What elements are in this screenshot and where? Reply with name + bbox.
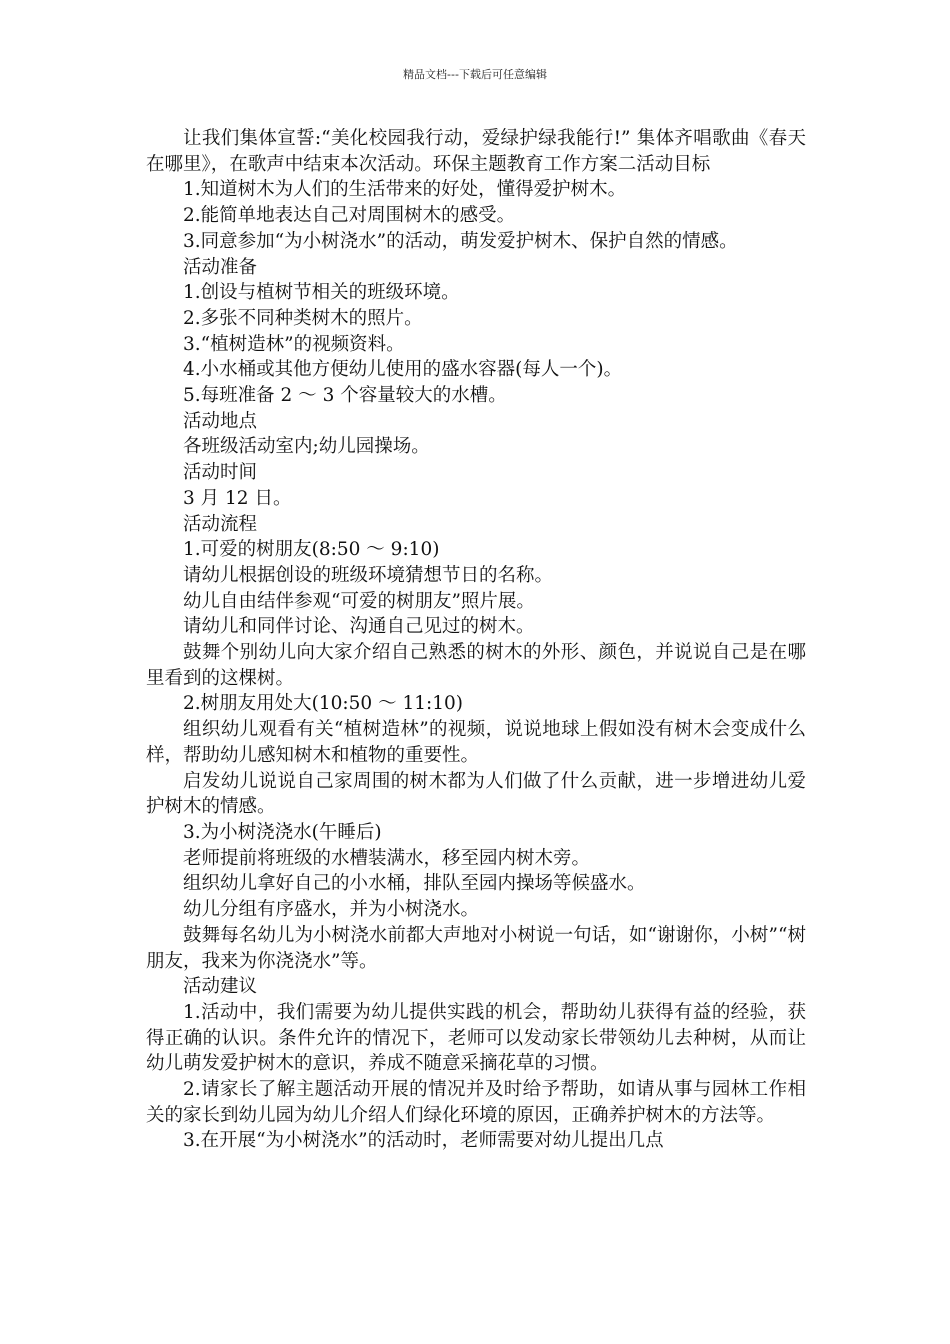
document-body xyxy=(146,126,806,1154)
paragraph: 让我们集体宣誓:“美化校园我行动，爱绿护绿我能行!” 集体齐唱歌曲《春天在哪里》，在歌声中结束本次活动。环保主题教育工作方案二活动目标 xyxy=(146,128,806,175)
paragraph: 3.在开展“为小树浇水”的活动时，老师需要对幼儿提出几点 xyxy=(183,1130,664,1152)
paragraph: 活动地点 xyxy=(183,410,258,432)
paragraph: 4.小水桶或其他方便幼儿使用的盛水容器(每人一个)。 xyxy=(183,359,623,381)
paragraph: 幼儿自由结伴参观“可爱的树朋友”照片展。 xyxy=(183,590,535,612)
paragraph: 请幼儿和同伴讨论、沟通自己见过的树木。 xyxy=(183,616,535,638)
paragraph: 3 月 12 日。 xyxy=(183,487,292,509)
paragraph: 活动建议 xyxy=(183,976,258,998)
paragraph: 组织幼儿观看有关“植树造林”的视频，说说地球上假如没有树木会变成什么样，帮助幼儿感知树木和植物的重要性。 xyxy=(146,719,806,766)
paragraph: 2.树朋友用处大(10:50 ～ 11:10) xyxy=(183,693,463,715)
paragraph: 2.请家长了解主题活动开展的情况并及时给予帮助，如请从事与园林工作相关的家长到幼儿园为幼儿介绍人们绿化环境的原因，正确养护树木的方法等。 xyxy=(146,1079,806,1126)
paragraph: 1.活动中，我们需要为幼儿提供实践的机会，帮助幼儿获得有益的经验，获得正确的认识。条件允许的情况下，老师可以发动家长带领幼儿去种树，从而让幼儿萌发爱护树木的意识，养成不随意采摘花草的习惯。 xyxy=(146,1001,806,1075)
paragraph: 组织幼儿拿好自己的小水桶，排队至园内操场等候盛水。 xyxy=(183,873,646,895)
paragraph: 3.“植树造林”的视频资料。 xyxy=(183,333,405,355)
page-header: 精品文档---下载后可任意编辑 xyxy=(403,68,547,81)
paragraph: 活动准备 xyxy=(183,256,258,278)
paragraph: 鼓舞每名幼儿为小树浇水前都大声地对小树说一句话，如“谢谢你，小树”“树朋友，我来为你浇浇水”等。 xyxy=(146,924,806,972)
paragraph: 启发幼儿说说自己家周围的树木都为人们做了什么贡献，进一步增进幼儿爱护树木的情感。 xyxy=(146,770,806,818)
paragraph: 1.可爱的树朋友(8:50 ～ 9:10) xyxy=(183,539,440,561)
paragraph: 1.创设与植树节相关的班级环境。 xyxy=(183,282,460,304)
paragraph: 各班级活动室内;幼儿园操场。 xyxy=(183,436,430,458)
paragraph: 2.能简单地表达自己对周围树木的感受。 xyxy=(183,205,516,227)
paragraph: 3.同意参加“为小树浇水”的活动，萌发爱护树木、保护自然的情感。 xyxy=(183,230,738,252)
paragraph: 1.知道树木为人们的生活带来的好处，懂得爱护树木。 xyxy=(183,179,627,201)
paragraph: 鼓舞个别幼儿向大家介绍自己熟悉的树木的外形、颜色，并说说自己是在哪里看到的这棵树。 xyxy=(146,642,806,689)
paragraph: 活动流程 xyxy=(183,513,258,535)
paragraph: 老师提前将班级的水槽装满水，移至园内树木旁。 xyxy=(183,847,591,869)
paragraph: 5.每班准备 2 ～ 3 个容量较大的水槽。 xyxy=(183,385,507,407)
paragraph: 活动时间 xyxy=(183,462,258,484)
paragraph: 3.为小树浇浇水(午睡后) xyxy=(183,821,382,843)
paragraph: 2.多张不同种类树木的照片。 xyxy=(183,307,423,329)
paragraph: 请幼儿根据创设的班级环境猜想节日的名称。 xyxy=(183,564,554,586)
paragraph: 幼儿分组有序盛水，并为小树浇水。 xyxy=(183,899,480,921)
